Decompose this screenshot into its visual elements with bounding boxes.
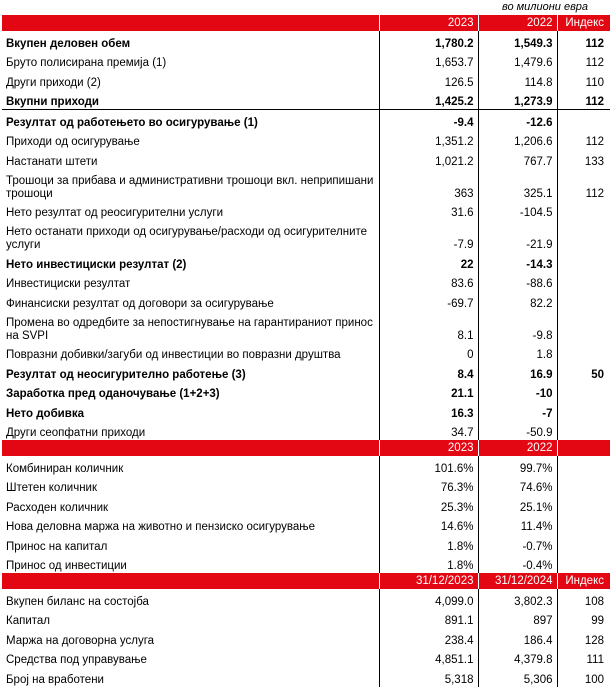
column-header: 31/12/2024	[478, 573, 557, 589]
value-current: 8.1	[379, 311, 478, 343]
value-index	[557, 343, 610, 363]
section-header-row	[2, 573, 610, 589]
row-label: Нето резултат од реосигурителни услуги	[6, 207, 224, 219]
value-prior: -0.7%	[478, 534, 557, 554]
value-current: 83.6	[379, 272, 478, 292]
table-row	[2, 291, 610, 311]
value-index	[557, 272, 610, 292]
value-index	[557, 534, 610, 554]
value-prior: 82.2	[478, 291, 557, 311]
value-index	[557, 495, 610, 515]
value-index: 108	[557, 589, 610, 609]
table-row	[2, 648, 610, 668]
value-prior: -10	[478, 382, 557, 402]
header-blank-cell	[2, 15, 379, 31]
value-current: 5,318	[379, 667, 478, 687]
row-label: Други сеопфатни приходи	[6, 427, 146, 439]
row-label: Нето добивка	[6, 407, 84, 420]
table-row	[2, 90, 610, 110]
section-header-row	[2, 440, 610, 456]
column-header: 2023	[379, 15, 478, 31]
row-label: Број на вработени	[6, 673, 104, 686]
row-label: Резултат од работењето во осигурување (1)	[6, 116, 258, 129]
table-row	[2, 311, 610, 343]
table-row	[2, 169, 610, 201]
value-current: 1,351.2	[379, 130, 478, 150]
value-prior: 1,549.3	[478, 31, 557, 51]
value-prior: 1,479.6	[478, 51, 557, 71]
value-prior: 3,802.3	[478, 589, 557, 609]
value-current: 34.7	[379, 421, 478, 441]
value-prior: -12.6	[478, 110, 557, 130]
table-row	[2, 495, 610, 515]
value-prior: -21.9	[478, 220, 557, 252]
table-row	[2, 51, 610, 71]
row-label: Маржа на договорна услуга	[6, 634, 155, 647]
row-label: Други приходи (2)	[6, 76, 101, 89]
table-row	[2, 628, 610, 648]
value-current: 1,021.2	[379, 149, 478, 169]
value-current: 238.4	[379, 628, 478, 648]
value-index	[557, 554, 610, 574]
value-index: 99	[557, 609, 610, 629]
table-row	[2, 589, 610, 609]
value-prior: 1,273.9	[478, 90, 557, 110]
row-label: Промена во одредбите за непостигнување на гарантираниот принос на SVPI	[6, 316, 373, 342]
row-label: Приходи од осигурување	[6, 136, 140, 148]
column-header: 2022	[478, 15, 557, 31]
value-prior: -14.3	[478, 252, 557, 272]
value-index	[557, 515, 610, 535]
value-index: 110	[557, 70, 610, 90]
value-prior: 5,306	[478, 667, 557, 687]
value-current: 8.4	[379, 362, 478, 382]
value-index: 50	[557, 362, 610, 382]
value-index	[557, 220, 610, 252]
column-header: 31/12/2023	[379, 573, 478, 589]
row-label: Принос на капитал	[6, 540, 108, 553]
section-header-row	[2, 15, 610, 31]
table-row	[2, 456, 610, 476]
value-index: 100	[557, 667, 610, 687]
value-prior: 4,379.8	[478, 648, 557, 668]
row-label: Резултат од неосигурително работење (3)	[6, 368, 246, 381]
value-prior: 25.1%	[478, 495, 557, 515]
column-header: Индекс	[557, 15, 610, 31]
value-index: 128	[557, 628, 610, 648]
table-body	[2, 15, 610, 687]
row-label: Трошоци за прибава и административни трошоци вкл. неприпишани трошоци	[6, 174, 374, 200]
table-row	[2, 476, 610, 496]
units-note: во милиони евра	[501, 1, 589, 13]
value-index: 112	[557, 31, 610, 51]
value-current: 1,425.2	[379, 90, 478, 110]
value-prior: -104.5	[478, 201, 557, 221]
value-prior: 74.6%	[478, 476, 557, 496]
value-current: 891.1	[379, 609, 478, 629]
row-label: Комбиниран количник	[6, 462, 124, 475]
table-row	[2, 149, 610, 169]
row-label: Вкупен биланс на состојба	[6, 595, 149, 608]
value-prior: -9.8	[478, 311, 557, 343]
value-current: 1.8%	[379, 534, 478, 554]
row-label: Бруто полисирана премија (1)	[6, 57, 167, 69]
value-current: 101.6%	[379, 456, 478, 476]
value-index	[557, 476, 610, 496]
value-current: -9.4	[379, 110, 478, 130]
value-current: 21.1	[379, 382, 478, 402]
value-prior: 11.4%	[478, 515, 557, 535]
row-label: Вкупен деловен обем	[6, 37, 131, 50]
column-header: Индекс	[557, 573, 610, 589]
value-index: 112	[557, 90, 610, 110]
table-row	[2, 201, 610, 221]
value-index: 112	[557, 169, 610, 201]
row-label: Нето останати приходи од осигурување/расходи од осигурителните услуги	[6, 226, 368, 251]
value-current: 0	[379, 343, 478, 363]
value-current: 31.6	[379, 201, 478, 221]
value-index	[557, 110, 610, 130]
table-row	[2, 609, 610, 629]
value-index	[557, 382, 610, 402]
table-row	[2, 110, 610, 130]
table-row	[2, 252, 610, 272]
value-current: 4,851.1	[379, 648, 478, 668]
row-label: Финансиски резултат од договори за осигурување	[6, 297, 274, 310]
value-index	[557, 401, 610, 421]
value-current: 1,653.7	[379, 51, 478, 71]
table-row	[2, 31, 610, 51]
header-blank-cell	[2, 440, 379, 456]
value-index: 111	[557, 648, 610, 668]
table-row	[2, 534, 610, 554]
value-prior: 325.1	[478, 169, 557, 201]
value-index	[557, 201, 610, 221]
value-index	[557, 311, 610, 343]
table-row	[2, 220, 610, 252]
row-label: Расходен количник	[6, 501, 109, 514]
row-label: Повразни добивки/загуби од инвестиции во повразни друштва	[6, 349, 341, 361]
value-current: 363	[379, 169, 478, 201]
table-row	[2, 515, 610, 535]
value-prior: -88.6	[478, 272, 557, 292]
value-prior: 897	[478, 609, 557, 629]
value-current: 22	[379, 252, 478, 272]
row-label: Заработка пред оданочување (1+2+3)	[6, 388, 220, 400]
value-prior: 1.8	[478, 343, 557, 363]
column-header	[557, 440, 610, 456]
table-row	[2, 130, 610, 150]
value-index	[557, 456, 610, 476]
column-header: 2022	[478, 440, 557, 456]
row-label: Принос од инвестиции	[6, 560, 127, 572]
header-blank-cell	[2, 573, 379, 589]
row-label: Капитал	[6, 615, 50, 627]
value-prior: -0.4%	[478, 554, 557, 574]
row-label: Средства под управување	[6, 654, 147, 666]
value-index	[557, 252, 610, 272]
value-current: -69.7	[379, 291, 478, 311]
value-prior: -50.9	[478, 421, 557, 441]
value-prior: 114.8	[478, 70, 557, 90]
value-current: 4,099.0	[379, 589, 478, 609]
value-index: 112	[557, 51, 610, 71]
value-current: 1.8%	[379, 554, 478, 574]
table-row	[2, 421, 610, 441]
column-header: 2023	[379, 440, 478, 456]
value-index	[557, 421, 610, 441]
value-current: -7.9	[379, 220, 478, 252]
value-prior: 16.9	[478, 362, 557, 382]
value-current: 76.3%	[379, 476, 478, 496]
table-row	[2, 401, 610, 421]
value-current: 14.6%	[379, 515, 478, 535]
row-label: Вкупни приходи	[2, 90, 379, 110]
value-current: 1,780.2	[379, 31, 478, 51]
row-label: Инвестициски резултат	[6, 278, 131, 290]
value-current: 25.3%	[379, 495, 478, 515]
table-row	[2, 343, 610, 363]
value-index	[557, 291, 610, 311]
table-row	[2, 382, 610, 402]
value-index: 112	[557, 130, 610, 150]
value-prior: 1,206.6	[478, 130, 557, 150]
value-index: 133	[557, 149, 610, 169]
financial-summary-table	[2, 15, 610, 687]
table-row	[2, 554, 610, 574]
value-prior: 186.4	[478, 628, 557, 648]
value-current: 16.3	[379, 401, 478, 421]
table-row	[2, 362, 610, 382]
value-prior: 767.7	[478, 149, 557, 169]
row-label: Нова деловна маржа на животно и пензиско осигурување	[6, 521, 315, 533]
value-prior: -7	[478, 401, 557, 421]
value-current: 126.5	[379, 70, 478, 90]
table-row	[2, 70, 610, 90]
row-label: Нето инвестициски резултат (2)	[6, 258, 187, 271]
value-prior: 99.7%	[478, 456, 557, 476]
row-label: Настанати штети	[6, 155, 98, 168]
table-row	[2, 272, 610, 292]
row-label: Штетен количник	[6, 482, 98, 494]
table-row	[2, 667, 610, 687]
